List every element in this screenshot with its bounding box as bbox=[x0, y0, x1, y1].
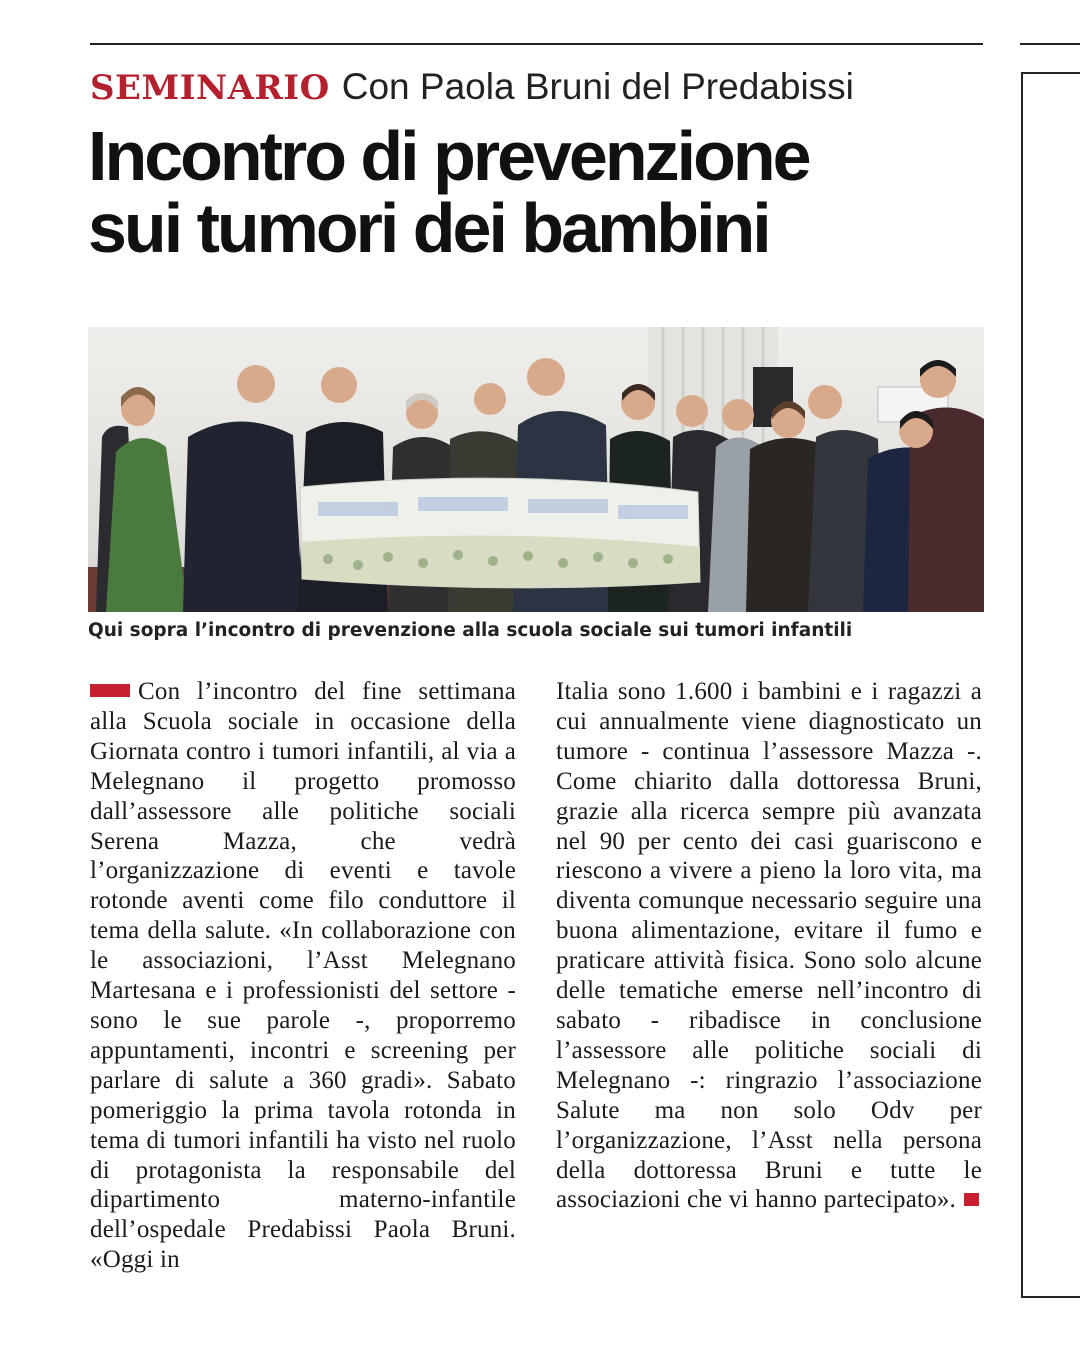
photo-caption: Qui sopra l’incontro di prevenzione alla scuola sociale sui tumori infantili bbox=[88, 620, 853, 641]
group-photo bbox=[88, 327, 984, 612]
adjacent-column-rule bbox=[1020, 43, 1080, 45]
adjacent-article-frame bbox=[1021, 72, 1080, 1298]
body-text-left: Con l’incontro del fine settimana alla Scuola sociale in occasione della Giornata contro i tumori infantili, al via a Melegnano il progetto promosso dall’assessore alle politiche sociali Serena Mazza, che vedrà l’organizzazione di eventi e tavole rotonde aventi come filo conduttore il tema della salute. «In collaborazione con le associazioni, l’Asst Melegnano Martesana e i professionisti del settore - sono le sue parole -, proporremo appuntamenti, incontri e screening per parlare di salute a 360 gradi». Sabato pomeriggio la prima tavola rotonda in tema di tumori infantili ha visto nel ruolo di protagonista la responsabile del dipartimento materno-infantile dell’ospedale Predabissi Paola Bruni. «Oggi in bbox=[90, 678, 516, 1274]
top-rule bbox=[90, 43, 983, 45]
article-end-marker bbox=[964, 1193, 979, 1206]
kicker-line bbox=[90, 66, 854, 108]
section-tag: SEMINARIO bbox=[90, 68, 330, 108]
article-start-marker bbox=[90, 684, 130, 697]
headline-line-1: Incontro di prevenzione bbox=[88, 117, 809, 195]
body-text-right: Italia sono 1.600 i bambini e i ragazzi a cui annualmente viene diagnosticato un tumore - continua l’assessore Mazza -. Come chiarito dalla dottoressa Bruni, grazie alla ricerca sempre più avanzata nel 90 per cento dei casi guariscono e riescono a vivere a pieno la loro vita, ma diventa comunque necessario seguire una buona alimentazione, evitare il fumo e praticare attività fisica. Sono solo alcune delle tematiche emerse nell’incontro di sabato - ribadisce in conclusione l’assessore alle politiche sociali di Melegnano -: ringrazio l’associazione Salute ma non solo Odv per l’organizzazione, l’Asst nella persona della dottoressa Bruni e tutte le associazioni che vi hanno partecipato». bbox=[556, 678, 982, 1214]
kicker-subtitle: Con Paola Bruni del Predabissi bbox=[341, 66, 854, 107]
body-column-left bbox=[90, 677, 516, 1275]
body-column-right bbox=[556, 677, 982, 1215]
headline bbox=[88, 117, 809, 267]
headline-line-2: sui tumori dei bambini bbox=[88, 189, 769, 267]
